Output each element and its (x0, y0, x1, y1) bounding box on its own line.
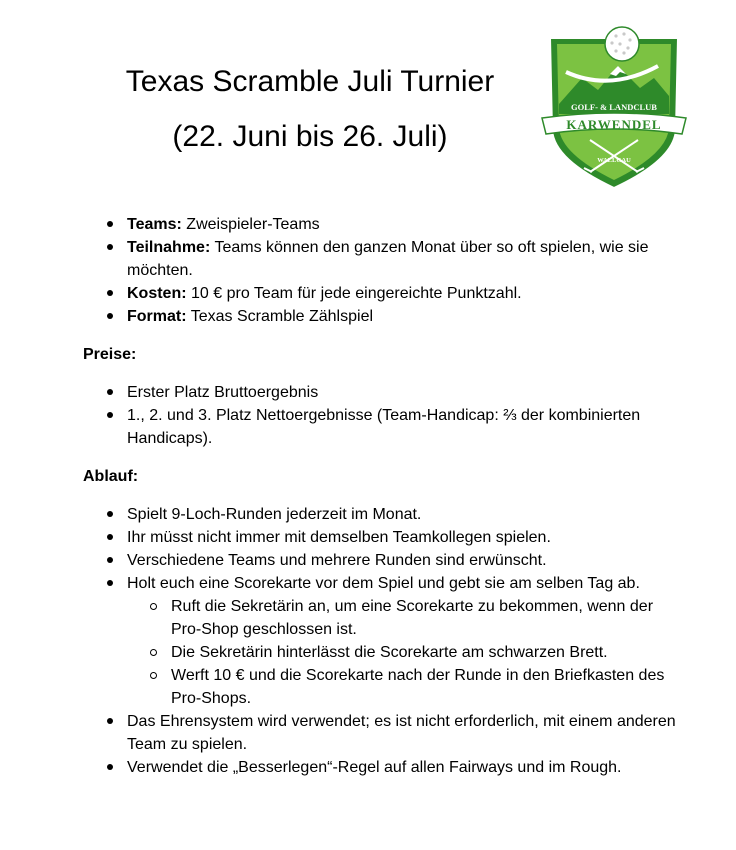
list-item: Erster Platz Bruttoergebnis (83, 381, 683, 404)
procedure-heading: Ablauf: (83, 468, 139, 485)
list-item: Ihr müsst nicht immer mit demselben Teamkollegen spielen. (83, 526, 683, 549)
document-body (83, 213, 683, 779)
club-logo (540, 22, 688, 192)
sub-list-item: Die Sekretärin hinterlässt die Scorekarte am schwarzen Brett. (127, 641, 683, 664)
list-item: Holt euch eine Scorekarte vor dem Spiel und gebt sie am selben Tag ab. Ruft die Sekretärin an, um eine Scorekarte zu bekommen, wenn der Pro-Shop geschlossen ist. Die Sekretärin hinterlässt die Scorekarte am schwarzen Brett. Werft 10 € und die Scorekarte nach der Runde in den Briefkasten des Pro-Shops. (83, 572, 683, 710)
info-list (83, 213, 683, 328)
prizes-heading: Preise: (83, 346, 137, 363)
list-item: Das Ehrensystem wird verwendet; es ist nicht erforderlich, mit einem anderen Team zu spielen. (83, 710, 683, 756)
sub-list-item: Werft 10 € und die Scorekarte nach der Runde in den Briefkasten des Pro-Shops. (127, 664, 683, 710)
svg-text:KARWENDEL: KARWENDEL (566, 117, 662, 132)
list-item: Teams: Zweispieler-Teams (83, 213, 683, 236)
list-item: Verwendet die „Besserlegen“-Regel auf allen Fairways und im Rough. (83, 756, 683, 779)
list-item: Teilnahme: Teams können den ganzen Monat über so oft spielen, wie sie möchten. (83, 236, 683, 282)
sub-list (127, 595, 683, 710)
procedure-list (83, 503, 683, 779)
golf-ball-icon (605, 27, 639, 61)
list-item: Format: Texas Scramble Zählspiel (83, 305, 683, 328)
list-item: Spielt 9-Loch-Runden jederzeit im Monat. (83, 503, 683, 526)
list-item: 1., 2. und 3. Platz Nettoergebnisse (Team-Handicap: ⅔ der kombinierten Handicaps). (83, 404, 683, 450)
page-title: Texas Scramble Juli Turnier (125, 65, 495, 98)
date-range: (22. Juni bis 26. Juli) (172, 120, 448, 153)
list-item: Verschiedene Teams und mehrere Runden sind erwünscht. (83, 549, 683, 572)
prizes-list (83, 381, 683, 450)
sub-list-item: Ruft die Sekretärin an, um eine Scorekarte zu bekommen, wenn der Pro-Shop geschlossen ist. (127, 595, 683, 641)
svg-text:GOLF- & LANDCLUB: GOLF- & LANDCLUB (571, 102, 657, 112)
list-item: Kosten: 10 € pro Team für jede eingereichte Punktzahl. (83, 282, 683, 305)
svg-text:WALLGAU: WALLGAU (597, 157, 631, 164)
